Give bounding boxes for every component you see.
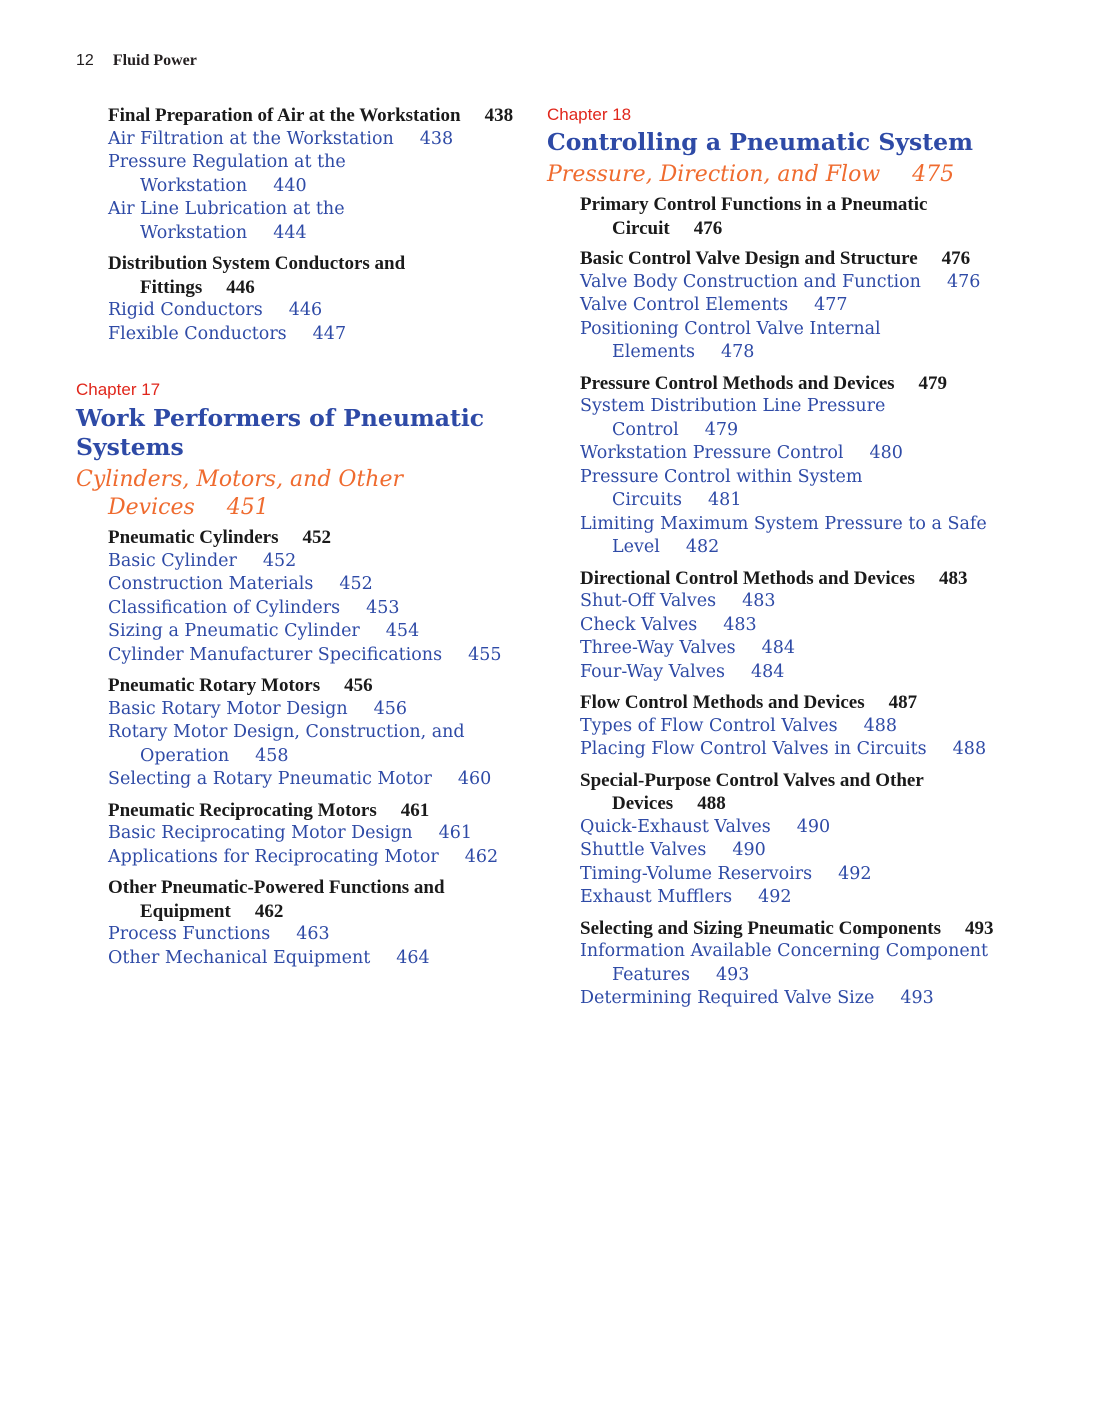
toc-entry[interactable]	[547, 661, 997, 685]
chapter-subtitle-text: Cylinders, Motors, and Other Devices	[76, 467, 403, 520]
entry-text: Check Valves	[580, 614, 698, 635]
entry-page-number: 461	[438, 823, 472, 843]
toc-section	[547, 567, 997, 685]
entry-page-number: 440	[273, 175, 307, 196]
toc-entry[interactable]	[547, 590, 997, 614]
entry-text: System Distribution Line Pressure Control	[580, 396, 886, 440]
section-page-number: 479	[918, 372, 948, 394]
entry-page-number: 480	[869, 443, 903, 463]
entry-page-number: 452	[262, 550, 297, 571]
running-head	[76, 50, 197, 70]
left-column	[76, 104, 516, 977]
toc-entry[interactable]	[547, 738, 997, 762]
entry-text: Flexible Conductors	[108, 323, 287, 344]
chapter-subtitle-text: Pressure, Direction, and Flow	[547, 162, 881, 187]
section-title-text: Pressure Control Methods and Devices	[580, 372, 895, 394]
entry-page-number: 484	[750, 661, 785, 682]
entry-page-number: 477	[814, 295, 848, 315]
entry-text: Determining Required Valve Size	[580, 988, 875, 1008]
entry-page-number: 446	[288, 300, 323, 320]
toc-entry[interactable]	[76, 550, 516, 574]
section-page-number: 446	[226, 276, 255, 298]
toc-entry[interactable]	[76, 597, 516, 621]
section-page-number: 462	[254, 900, 284, 922]
section-title[interactable]	[76, 674, 516, 698]
chapter-subtitle	[76, 466, 516, 522]
section-title[interactable]	[76, 526, 516, 550]
toc-entry[interactable]	[547, 715, 997, 739]
entry-page-number: 493	[900, 988, 934, 1008]
section-page-number: 461	[400, 799, 430, 821]
section-page-number: 493	[965, 917, 994, 939]
section-title[interactable]	[547, 193, 997, 240]
section-title-text: Primary Control Functions in a Pneumatic Circuit	[580, 194, 928, 239]
entry-text: Process Functions	[108, 924, 271, 944]
toc-entry[interactable]	[76, 128, 516, 152]
entry-page-number: 456	[373, 698, 408, 719]
entry-page-number: 455	[468, 644, 502, 665]
entry-page-number: 464	[396, 947, 430, 968]
section-page-number: 476	[693, 217, 723, 239]
entry-text: Selecting a Rotary Pneumatic Motor	[108, 769, 432, 789]
chapter-page: 475	[912, 162, 955, 187]
entry-page-number: 482	[685, 537, 720, 557]
toc-entry[interactable]	[547, 614, 997, 638]
entry-page-number: 458	[255, 745, 289, 766]
toc-section	[547, 247, 997, 365]
toc-entry[interactable]	[76, 323, 516, 347]
chapter-label: Chapter 17	[76, 380, 161, 399]
toc-section	[76, 674, 516, 792]
entry-page-number: 492	[838, 863, 872, 884]
section-title[interactable]	[76, 104, 516, 128]
entry-page-number: 453	[366, 597, 400, 618]
entry-text: Applications for Reciprocating Motor	[108, 846, 439, 867]
entry-text: Shut-Off Valves	[580, 591, 717, 611]
entry-page-number: 490	[732, 840, 766, 860]
page-number: 12	[76, 52, 94, 69]
toc-entry[interactable]	[76, 299, 516, 323]
section-page-number: 483	[938, 567, 968, 589]
entry-text: Rotary Motor Design, Construction, and Operation	[108, 722, 465, 766]
toc-entry[interactable]	[547, 987, 997, 1011]
entry-page-number: 493	[715, 964, 750, 985]
toc-section	[547, 917, 997, 1011]
entry-text: Air Filtration at the Workstation	[108, 128, 394, 149]
toc-entry[interactable]	[76, 947, 516, 971]
entry-text: Placing Flow Control Valves in Circuits	[580, 739, 927, 759]
book-title: Fluid Power	[112, 52, 197, 69]
section-title[interactable]	[76, 876, 516, 923]
entry-text: Valve Control Elements	[580, 295, 789, 315]
toc-entry[interactable]	[547, 466, 997, 513]
entry-page-number: 488	[952, 739, 987, 759]
toc-entry[interactable]	[76, 644, 516, 668]
entry-text: Types of Flow Control Valves	[580, 715, 838, 736]
entry-page-number: 438	[419, 128, 454, 149]
entry-text: Sizing a Pneumatic Cylinder	[108, 621, 360, 641]
toc-entry[interactable]	[76, 151, 516, 198]
toc-entry[interactable]	[547, 940, 997, 987]
entry-page-number: 460	[457, 769, 492, 789]
entry-text: Basic Reciprocating Motor Design	[108, 823, 413, 843]
toc-entry[interactable]	[76, 698, 516, 722]
chapter-17-sections	[76, 526, 516, 970]
entry-text: Limiting Maximum System Pressure to a Safe Level	[580, 513, 987, 557]
entry-text: Pressure Regulation at the Workstation	[108, 152, 346, 196]
entry-text: Workstation Pressure Control	[580, 443, 844, 463]
entry-text: Positioning Control Valve Internal Elements	[580, 318, 881, 362]
toc-entry[interactable]	[76, 721, 516, 768]
left-top-sections	[76, 104, 516, 346]
section-title-text: Selecting and Sizing Pneumatic Components	[580, 917, 942, 939]
entry-text: Construction Materials	[108, 574, 314, 594]
entry-text: Timing-Volume Reservoirs	[580, 863, 813, 884]
toc-section	[547, 769, 997, 910]
toc-entry[interactable]	[547, 637, 997, 661]
entry-page-number: 454	[385, 621, 420, 641]
entry-page-number: 483	[723, 614, 757, 635]
toc-entry[interactable]	[76, 573, 516, 597]
toc-entry[interactable]	[547, 839, 997, 863]
entry-text: Classification of Cylinders	[108, 597, 341, 618]
toc-section	[76, 252, 516, 346]
entry-page-number: 490	[796, 816, 831, 837]
entry-page-number: 462	[464, 846, 499, 867]
entry-page-number: 476	[946, 271, 981, 292]
chapter-subtitle	[547, 161, 997, 189]
entry-text: Other Mechanical Equipment	[108, 947, 371, 968]
right-column	[547, 104, 997, 1018]
section-title[interactable]	[547, 917, 997, 941]
chapter-title: Work Performers of Pneumatic Systems	[76, 404, 485, 461]
section-title-text: Basic Control Valve Design and Structure	[580, 248, 918, 269]
entry-page-number: 463	[296, 924, 330, 944]
section-title[interactable]	[547, 567, 997, 591]
entry-text: Air Line Lubrication at the Workstation	[108, 199, 345, 243]
entry-page-number: 483	[742, 591, 776, 611]
entry-text: Basic Cylinder	[108, 550, 237, 571]
entry-text: Basic Rotary Motor Design	[108, 698, 348, 719]
toc-entry[interactable]	[76, 620, 516, 644]
entry-text: Quick-Exhaust Valves	[580, 816, 771, 837]
toc-entry[interactable]	[76, 846, 516, 870]
toc-entry[interactable]	[547, 513, 997, 560]
section-title-text: Special-Purpose Control Valves and Other Devices	[580, 769, 924, 814]
section-title[interactable]	[547, 691, 997, 715]
section-title-text: Pneumatic Rotary Motors	[108, 675, 321, 696]
toc-entry[interactable]	[547, 318, 997, 365]
section-title-text: Pneumatic Cylinders	[108, 527, 279, 548]
section-title-text: Final Preparation of Air at the Workstation	[108, 105, 461, 126]
toc-section	[76, 799, 516, 870]
toc-entry[interactable]	[547, 863, 997, 887]
section-page-number: 456	[344, 675, 373, 696]
entry-text: Cylinder Manufacturer Specifications	[108, 644, 443, 665]
toc-entry[interactable]	[76, 822, 516, 846]
section-page-number: 476	[941, 248, 971, 269]
entry-text: Information Available Concerning Component Features	[580, 941, 988, 985]
entry-page-number: 478	[720, 342, 755, 362]
chapter-title: Controlling a Pneumatic System	[547, 128, 973, 156]
entry-page-number: 484	[761, 638, 796, 658]
toc-section	[76, 104, 516, 245]
section-title-text: Other Pneumatic-Powered Functions and Equipment	[108, 877, 445, 922]
toc-section	[547, 372, 997, 560]
entry-page-number: 452	[339, 574, 373, 594]
chapter-17-block	[76, 379, 516, 970]
entry-text: Pressure Control within System Circuits	[580, 466, 863, 510]
section-title[interactable]	[76, 799, 516, 823]
toc-section	[76, 876, 516, 970]
entry-text: Exhaust Mufflers	[580, 887, 733, 907]
entry-text: Shuttle Valves	[580, 840, 707, 860]
chapter-18-sections	[547, 193, 997, 1011]
entry-page-number: 479	[704, 419, 739, 440]
section-title-text: Pneumatic Reciprocating Motors	[108, 799, 377, 821]
section-title[interactable]	[547, 247, 997, 271]
toc-entry[interactable]	[547, 442, 997, 466]
section-title-text: Distribution System Conductors and Fittings	[108, 253, 406, 298]
entry-page-number: 488	[863, 715, 898, 736]
toc-entry[interactable]	[76, 768, 516, 792]
section-page-number: 438	[484, 105, 514, 126]
toc-section	[547, 193, 997, 240]
toc-entry[interactable]	[547, 271, 997, 295]
section-title[interactable]	[76, 252, 516, 299]
chapter-page: 451	[226, 495, 269, 520]
entry-page-number: 492	[758, 887, 792, 907]
section-title[interactable]	[547, 769, 997, 816]
entry-text: Rigid Conductors	[108, 300, 263, 320]
chapter-label: Chapter 18	[547, 105, 632, 124]
section-title-text: Directional Control Methods and Devices	[580, 567, 915, 589]
entry-text: Four-Way Valves	[580, 661, 725, 682]
toc-entry[interactable]	[547, 294, 997, 318]
toc-entry[interactable]	[547, 886, 997, 910]
entry-text: Three-Way Valves	[580, 638, 736, 658]
section-page-number: 452	[302, 527, 331, 548]
section-page-number: 487	[888, 692, 918, 713]
entry-text: Valve Body Construction and Function	[580, 271, 921, 292]
section-title[interactable]	[547, 372, 997, 396]
toc-entry[interactable]	[547, 395, 997, 442]
toc-entry[interactable]	[76, 198, 516, 245]
section-title-text: Flow Control Methods and Devices	[580, 692, 865, 713]
entry-page-number: 444	[273, 222, 307, 243]
toc-section	[547, 691, 997, 762]
toc-entry[interactable]	[76, 923, 516, 947]
section-page-number: 488	[697, 793, 726, 814]
toc-entry[interactable]	[547, 816, 997, 840]
toc-section	[76, 526, 516, 667]
entry-page-number: 481	[708, 490, 742, 510]
entry-page-number: 447	[312, 323, 347, 344]
